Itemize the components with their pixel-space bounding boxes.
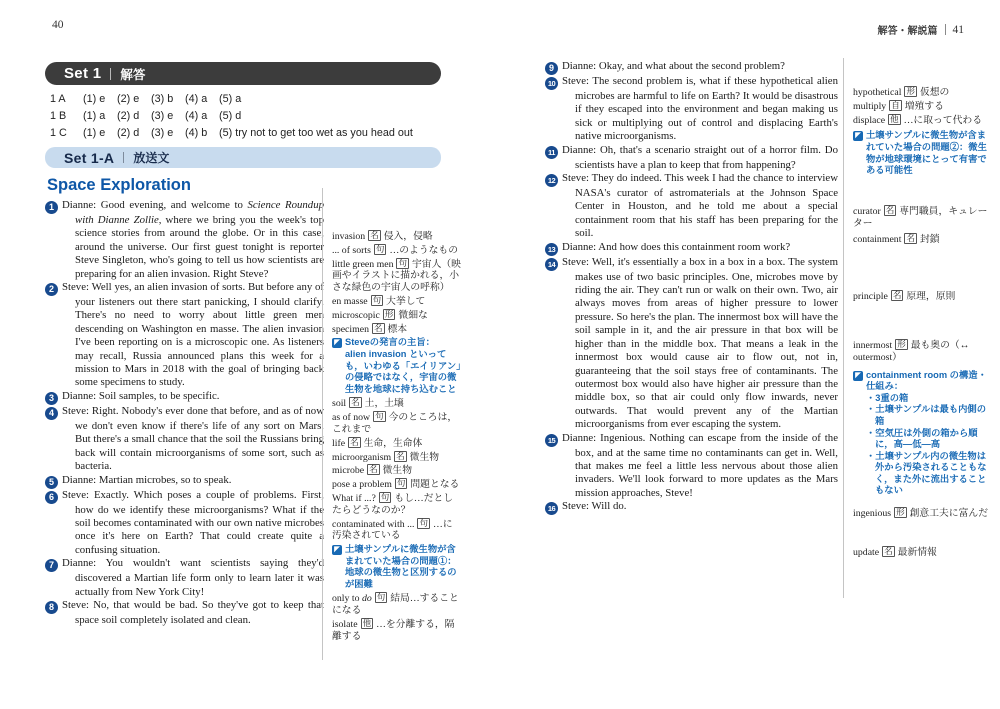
dialogue-speaker: Steve: <box>562 500 592 513</box>
answer-item: (1) e <box>83 93 106 105</box>
dialogue-number-badge: 10 <box>545 77 558 90</box>
answer-item: (1) a <box>83 110 106 122</box>
part-of-speech-tag: 名 <box>396 450 405 461</box>
vocab-term: invasion <box>332 231 366 242</box>
vocab-entry <box>853 100 993 113</box>
vocab-gloss: 宇宙人（映画やイラストに描かれる，小さな緑色の宇宙人の呼称） <box>332 258 461 294</box>
vocab-entry <box>332 478 462 491</box>
answer-item: (4) b <box>185 127 208 139</box>
vocab-gloss: 最も奥の（↔ outermost） <box>853 339 970 363</box>
dialogue-number-badge: 6 <box>45 491 58 504</box>
part-of-speech-tag: 名 <box>351 397 360 408</box>
vocab-entry <box>332 437 462 450</box>
vocab-gloss: 仮想の <box>919 87 950 98</box>
dialogue-paragraph: 6 Steve: Exactly. Which poses a couple of problems. First, how do we identify these microorganisms? What if the soil becomes contaminated with our own native microbes once it's here on Earth? That could create quite a confusing situation. <box>45 489 324 558</box>
vocab-gloss: もし…だとしたらどうなのか？ <box>332 492 454 516</box>
part-of-speech-tag: 他 <box>362 618 372 629</box>
margin-note <box>853 130 993 176</box>
dialogue-italic-text: Science Roundup with Dianne Zollie <box>75 199 324 226</box>
vocab-gloss: …に汚染されている <box>332 518 453 542</box>
dialogue-paragraph: 13 Dianne: And how does this containment room work? <box>545 241 838 256</box>
dialogue-speaker: Steve: <box>562 255 592 268</box>
vocab-term: microscopic <box>332 309 380 321</box>
vocab-term: as of now <box>332 412 371 424</box>
vocab-gloss: 原理，原則 <box>906 291 956 303</box>
vocab-list-left <box>323 188 462 643</box>
part-of-speech-tag: 名 <box>374 322 383 333</box>
part-of-speech-tag: 句 <box>375 243 385 254</box>
vocab-term: little green men <box>332 258 394 270</box>
margin-note-text <box>345 544 462 590</box>
right-header-divider <box>945 24 946 35</box>
vocab-gloss: …のようなもの <box>389 244 459 256</box>
margin-note-body: 土壌サンプルに微生物が含まれていた場合の問題①：地球の微生物と区別するのが困難 <box>345 544 457 589</box>
part-of-speech-tag: 名 <box>370 230 379 240</box>
vocab-term: ingenious <box>853 508 892 520</box>
vocab-entry <box>332 258 462 294</box>
vocab-gloss: 専門職員，キュレーター <box>853 205 988 229</box>
right-page-header <box>878 22 965 37</box>
dialogue-paragraph: 12 Steve: They do indeed. This week I had the chance to interview NASA's curator of astromaterials at the Johnson Space Center in Houston, and he told me about a special containment room that his staff has been preparing for the soil. <box>545 172 838 241</box>
vocab-entry <box>332 492 462 517</box>
dialogue-number-badge: 2 <box>45 283 58 296</box>
dialogue-paragraph: 15 Dianne: Ingenious. Nothing can escape from the inside of the box, and at the same time no contaminants can get in. Well, that makes me feel a little less nervous about those alien invaders. We'll look forward to more updates as the Mars mission approaches, Steve! <box>545 432 838 501</box>
margin-note <box>853 370 993 498</box>
answer-question-label: 1 C <box>50 127 67 139</box>
answer-question-label: 1 B <box>50 110 67 122</box>
dialogue-column-right <box>545 60 838 515</box>
transcript-header-set: Set 1-A <box>64 149 115 166</box>
part-of-speech-tag: 名 <box>906 233 915 244</box>
vocab-entry <box>332 244 462 257</box>
part-of-speech-tag: 名 <box>884 545 893 556</box>
vocab-gloss: 最新情報 <box>897 546 937 558</box>
dialogue-number-badge: 11 <box>545 146 558 159</box>
vocab-term: microbe <box>332 465 365 477</box>
dialogue-speaker: Steve: <box>62 404 92 417</box>
transcript-header-label: 放送文 <box>133 151 170 165</box>
part-of-speech-tag: 自 <box>891 99 900 110</box>
vocab-gloss: 微生物 <box>409 451 440 463</box>
dialogue-speaker: Steve: <box>562 172 592 185</box>
answer-item: (2) d <box>117 110 140 122</box>
vocab-entry <box>853 233 993 246</box>
margin-note-bullet: ・土壌サンプルは最も内側の箱 <box>866 404 987 426</box>
part-of-speech-tag: 句 <box>376 592 386 603</box>
vocab-entry <box>332 592 462 617</box>
dialogue-paragraph: 16 Steve: Will do. <box>545 500 838 515</box>
vocab-entry <box>332 518 462 543</box>
vocab-term: containment <box>853 234 902 246</box>
vocab-entry <box>853 546 993 559</box>
dialogue-number-badge: 9 <box>545 62 558 75</box>
vocab-entry <box>853 205 993 230</box>
dialogue-number-badge: 5 <box>45 476 58 489</box>
dialogue-speaker: Dianne: <box>562 431 601 444</box>
answer-row <box>50 91 442 108</box>
dialogue-number-badge: 7 <box>45 559 58 572</box>
transcript-title: Space Exploration <box>47 176 191 194</box>
dialogue-speaker: Dianne: <box>62 389 99 402</box>
vocab-term: multiply <box>853 100 887 112</box>
answer-item: (3) b <box>151 93 174 105</box>
answer-item: (1) e <box>83 127 106 139</box>
vocab-entry <box>332 323 462 336</box>
answer-item: (2) e <box>117 93 140 105</box>
vocab-gloss: …を分離する，隔離する <box>332 619 455 642</box>
margin-note-text <box>866 130 993 176</box>
answer-item: (4) a <box>185 110 208 122</box>
dialogue-paragraph: 10 Steve: The second problem is, what if these hypothetical alien microbes are harmful to life on Earth? It would be disastrous if they escaped into the environment and began making us sick or multiplying out of control and displacing Earth's native microorganisms. <box>545 75 838 144</box>
dialogue-number-badge: 14 <box>545 258 558 271</box>
vocab-entry <box>853 507 993 520</box>
answer-item: (2) d <box>117 127 140 139</box>
margin-note-heading: containment room の構造・仕組み： <box>866 369 987 392</box>
margin-note <box>332 544 462 590</box>
vocab-entry <box>853 86 993 99</box>
margin-note-bullet: ・土壌サンプル内の微生物は外から汚染されることもなく，また外に流出することもない <box>866 450 987 496</box>
dialogue-number-badge: 4 <box>45 407 58 420</box>
vocab-gloss: 増殖する <box>904 100 944 112</box>
dialogue-speaker: Steve: <box>562 75 593 87</box>
note-pointer-icon: ◤ <box>853 371 863 381</box>
vocab-entry <box>332 411 462 436</box>
part-of-speech-tag: 名 <box>892 290 902 301</box>
dialogue-speaker: Dianne: <box>62 473 99 486</box>
dialogue-paragraph: 8 Steve: No, that would be bad. So they've got to keep that space soil completely isolated and clean. <box>45 599 324 627</box>
answer-item: (3) e <box>151 110 174 122</box>
vocab-term: isolate <box>332 619 358 631</box>
dialogue-speaker: Dianne: <box>62 557 106 570</box>
part-of-speech-tag: 名 <box>369 464 378 475</box>
answer-item: (3) e <box>151 127 174 139</box>
vocab-term: contaminated with ... <box>332 518 415 530</box>
right-header-page-number: 41 <box>952 23 964 36</box>
dialogue-paragraph: 5 Dianne: Martian microbes, so to speak. <box>45 474 324 489</box>
vocab-list-right <box>844 58 993 559</box>
dialogue-column-left <box>45 199 324 627</box>
dialogue-paragraph: 14 Steve: Well, it's essentially a box in a box in a box. The system makes use of two basic principles. One, microbes move by riding the air. They can't run or walk on their own. Two, air always moves from areas of higher pressure to lower pressure. So here's the plan. The innermost box will have the soil sample in it, and the air pressure in that box will be higher than in the middle box. That means a leak in the innermost box would cause air to flow out, not in, guaranteeing that the soil stays free of contaminants. The outermost box would also have higher air pressure than the middle box, so that air could only flow inwards, never outwards. That would prevent any of the Martian microorganisms from ever escaping the system. <box>545 256 838 432</box>
vocab-entry <box>332 295 462 308</box>
part-of-speech-tag: 名 <box>350 436 359 447</box>
vocab-entry <box>332 451 462 464</box>
vocab-gloss: 結局…することになる <box>332 593 459 617</box>
dialogue-paragraph: 2 Steve: Well yes, an alien invasion of sorts. But before any of your listeners out there start panicking, I should clarify. There's no need to worry about little green men descending on Washington en masse. The alien invasion I've been reporting on is a microscopic one. As listeners may recall, Russia announced plans this week for a mission to Mars in 2018 with the goal of bringing back some specimens to study. <box>45 281 324 390</box>
answer-question-label: 1 A <box>50 93 66 105</box>
part-of-speech-tag: 名 <box>885 204 895 215</box>
dialogue-number-badge: 12 <box>545 174 558 187</box>
vocab-entry <box>332 309 462 322</box>
part-of-speech-tag: 形 <box>896 507 905 518</box>
dialogue-number-badge: 8 <box>45 601 58 614</box>
vocab-term: What if ...? <box>332 492 376 504</box>
margin-note-text <box>345 337 462 395</box>
vocab-entry <box>332 618 462 643</box>
vocab-term: life <box>332 437 346 449</box>
part-of-speech-tag: 句 <box>375 411 384 422</box>
vocab-entry <box>853 290 993 303</box>
dialogue-number-badge: 15 <box>545 434 558 447</box>
margin-note-bullet: ・空気圧は外側の箱から順に，高―低―高 <box>866 427 978 450</box>
part-of-speech-tag: 形 <box>384 308 394 319</box>
vocab-term-italic: do <box>361 593 372 605</box>
margin-note-heading: Steveの発言の主旨： <box>345 337 435 348</box>
vocab-term: only to do <box>332 593 372 605</box>
margin-note-body: 土壌サンプルに微生物が含まれていた場合の問題②：微生物が地球環境にとって有害である可能性 <box>866 130 987 176</box>
answer-item: (5) a <box>219 93 242 105</box>
dialogue-paragraph: 7 Dianne: You wouldn't want scientists saying they'd discovered a Martian life form only to learn later it was actually from New York City! <box>45 557 324 599</box>
vocab-gloss: 創意工夫に富んだ <box>909 508 988 520</box>
dialogue-paragraph: 9 Dianne: Okay, and what about the second problem? <box>545 60 838 75</box>
note-pointer-icon: ◤ <box>332 545 342 555</box>
vocab-gloss: …に取って代わる <box>903 114 982 126</box>
answer-row <box>50 125 442 142</box>
answer-row <box>50 108 442 125</box>
vocab-gloss: 今のところは，これまで <box>332 412 458 435</box>
vocab-entry <box>332 464 462 477</box>
vocab-term: pose a problem <box>332 479 392 491</box>
vocab-gloss: 標本 <box>387 323 408 335</box>
vocab-gloss: 微生物 <box>382 465 413 477</box>
vocab-gloss: 封鎖 <box>919 234 940 246</box>
right-header-section-label: 解答・解説篇 <box>877 26 938 37</box>
answer-item: (4) a <box>185 93 208 105</box>
margin-note-bullet: ・3重の箱 <box>866 392 909 403</box>
margin-note <box>332 337 462 395</box>
dialogue-speaker: Steve: <box>62 598 94 611</box>
dialogue-speaker: Steve: <box>62 488 94 501</box>
margin-note-text <box>866 370 993 498</box>
answer-item: (5) d <box>219 110 242 122</box>
vocab-gloss: 土，土壌 <box>364 398 404 410</box>
vocab-term: soil <box>332 398 347 410</box>
transcript-header-bar <box>45 147 441 168</box>
dialogue-number-badge: 13 <box>545 243 558 256</box>
dialogue-paragraph: 4 Steve: Right. Nobody's ever done that before, and as of now we don't even know if there's life of any sort on Mars. But there's a small chance that the soil the Russians bring back will contain microorganisms of some sort, such as bacteria. <box>45 405 324 474</box>
vocab-term: specimen <box>332 323 369 335</box>
answers-header-label: 解答 <box>120 67 146 82</box>
part-of-speech-tag: 句 <box>419 517 428 528</box>
vocab-gloss: 問題となる <box>410 479 460 491</box>
answer-rows <box>50 91 442 142</box>
dialogue-speaker: Steve: <box>62 281 92 294</box>
vocab-entry <box>332 397 462 410</box>
vocab-gloss: 大挙して <box>386 295 426 307</box>
vocab-gloss: 侵入，侵略 <box>383 231 433 242</box>
part-of-speech-tag: 句 <box>398 257 407 268</box>
vocab-term: en masse <box>332 295 368 307</box>
left-page-number: 40 <box>52 19 64 31</box>
vocab-entry <box>853 339 993 364</box>
answers-header-bar-divider <box>110 68 111 80</box>
note-pointer-icon: ◤ <box>853 131 863 141</box>
margin-note-body: alien invasion といっても，いわゆる「エイリアン」の侵略ではなく，宇宙の微生物を地球に持ち込むこと <box>345 348 461 394</box>
vocab-term: ... of sorts <box>332 244 371 256</box>
answers-header-set: Set 1 <box>64 65 102 82</box>
dialogue-speaker: Dianne: <box>562 60 599 72</box>
part-of-speech-tag: 他 <box>890 113 899 124</box>
part-of-speech-tag: 句 <box>396 478 406 489</box>
vocab-gloss: 生命，生命体 <box>363 437 423 449</box>
part-of-speech-tag: 句 <box>372 294 382 305</box>
dialogue-number-badge: 1 <box>45 201 58 214</box>
note-pointer-icon: ◤ <box>332 338 342 348</box>
vocab-column-right <box>843 58 993 598</box>
dialogue-paragraph: 11 Dianne: Oh, that's a scenario straight out of a horror film. Do scientists have a plan to keep that from happening? <box>545 144 838 172</box>
dialogue-speaker: Dianne: <box>62 199 101 211</box>
dialogue-number-badge: 16 <box>545 502 558 515</box>
dialogue-speaker: Dianne: <box>562 143 600 156</box>
vocab-term: hypothetical <box>853 87 902 98</box>
vocab-term: innermost <box>853 339 893 351</box>
vocab-term: microorganism <box>332 451 392 463</box>
vocab-gloss: 微細な <box>398 309 428 321</box>
vocab-column-left <box>322 188 462 660</box>
dialogue-paragraph: 3 Dianne: Soil samples, to be specific. <box>45 390 324 405</box>
vocab-term: update <box>853 546 880 558</box>
part-of-speech-tag: 形 <box>906 86 915 96</box>
vocab-term: displace <box>853 114 886 126</box>
answer-item: (5) try not to get too wet as you head out <box>219 127 413 139</box>
part-of-speech-tag: 句 <box>380 491 390 502</box>
vocab-term: curator <box>853 205 881 217</box>
transcript-header-bar-divider <box>123 152 124 163</box>
answers-header-bar <box>45 62 441 85</box>
vocab-term: principle <box>853 291 888 303</box>
part-of-speech-tag: 形 <box>897 338 906 349</box>
dialogue-paragraph: 1 Dianne: Good evening, and welcome to Science Roundup with Dianne Zollie, where we bring you the week's top science stories from around the globe. Or in this case, around the universe. Our first guest tonight is reporter Steve Singleton, who's going to tell us how scientists are preparing for an alien invasion. Right Steve? <box>45 199 324 281</box>
vocab-entry <box>332 230 462 243</box>
dialogue-number-badge: 3 <box>45 392 58 405</box>
vocab-entry <box>853 114 993 127</box>
dialogue-speaker: Dianne: <box>562 240 599 253</box>
